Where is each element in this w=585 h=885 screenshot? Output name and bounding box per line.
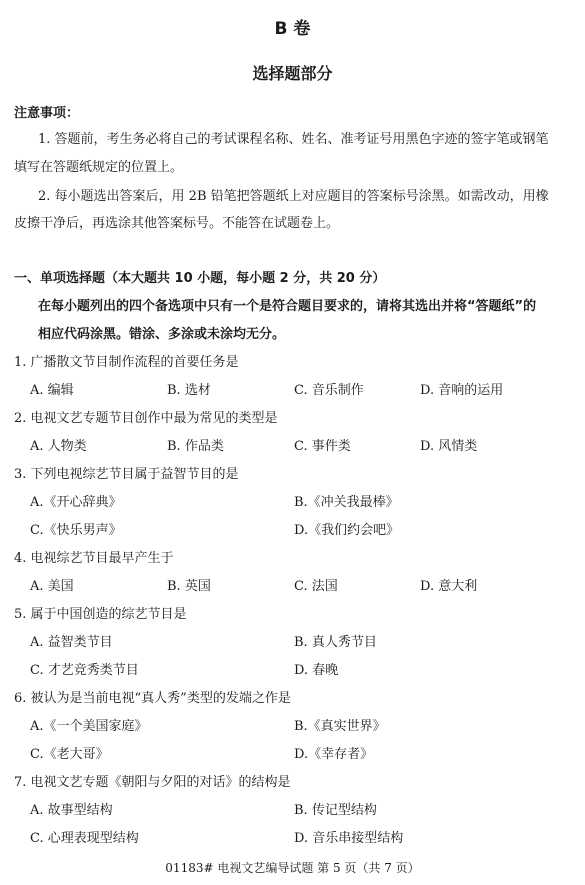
notice-heading: 注意事项：	[14, 106, 80, 121]
question-1-option-c: C. 音乐制作	[294, 383, 364, 398]
question-6-option-c: C.《老大哥》	[30, 747, 109, 762]
question-2-option-a: A. 人物类	[30, 439, 87, 454]
question-2-option-c: C. 事件类	[294, 439, 351, 454]
question-3-option-c: C.《快乐男声》	[30, 523, 122, 538]
notice-item-1-line-2: 填写在答题纸规定的位置上。	[14, 160, 184, 175]
volume-title: B 卷	[274, 19, 311, 39]
question-1-option-b: B. 选材	[167, 383, 211, 398]
question-7-option-d: D. 音乐串接型结构	[294, 831, 404, 846]
question-6-option-d: D.《幸存者》	[294, 747, 374, 762]
question-2-option-d: D. 风情类	[420, 439, 478, 454]
question-4-option-b: B. 英国	[167, 579, 211, 594]
question-4-option-c: C. 法国	[294, 579, 338, 594]
question-7-stem: 7. 电视文艺专题《朝阳与夕阳的对话》的结构是	[14, 775, 291, 790]
part1-heading: 一、单项选择题（本大题共 10 小题，每小题 2 分，共 20 分）	[14, 271, 386, 286]
question-4-stem: 4. 电视综艺节目最早产生于	[14, 551, 174, 566]
question-3-option-b: B.《冲关我最棒》	[294, 495, 399, 510]
question-5-stem: 5. 属于中国创造的综艺节目是	[14, 607, 187, 622]
question-3-stem: 3. 下列电视综艺节目属于益智节目的是	[14, 467, 239, 482]
question-6-option-a: A.《一个美国家庭》	[30, 719, 148, 734]
question-7-option-c: C. 心理表现型结构	[30, 831, 139, 846]
part1-instruction-line-1: 在每小题列出的四个备选项中只有一个是符合题目要求的，请将其选出并将“答题纸”的	[38, 299, 537, 314]
notice-item-1-line-1: 1. 答题前，考生务必将自己的考试课程名称、姓名、准考证号用黑色字迹的签字笔或钢笔	[38, 132, 549, 147]
part1-instruction-line-2: 相应代码涂黑。错涂、多涂或未涂均无分。	[38, 327, 286, 342]
question-5-option-b: B. 真人秀节目	[294, 635, 377, 650]
question-5-option-d: D. 春晚	[294, 663, 339, 678]
question-4-option-a: A. 美国	[30, 579, 74, 594]
question-5-option-a: A. 益智类节目	[30, 635, 113, 650]
page-footer: 01183# 电视文艺编导试题 第 5 页（共 7 页）	[165, 861, 420, 875]
question-2-stem: 2. 电视文艺专题节目创作中最为常见的类型是	[14, 411, 278, 426]
question-2-option-b: B. 作品类	[167, 439, 224, 454]
question-1-option-a: A. 编辑	[30, 383, 74, 398]
question-1-option-d: D. 音响的运用	[420, 383, 504, 398]
question-7-option-b: B. 传记型结构	[294, 803, 377, 818]
question-6-option-b: B.《真实世界》	[294, 719, 386, 734]
question-3-option-d: D.《我们约会吧》	[294, 523, 400, 538]
question-1-stem: 1. 广播散文节目制作流程的首要任务是	[14, 355, 239, 370]
question-5-option-c: C. 才艺竞秀类节目	[30, 663, 139, 678]
section-title: 选择题部分	[252, 64, 333, 83]
notice-item-2-line-2: 皮擦干净后，再选涂其他答案标号。不能答在试题卷上。	[14, 216, 340, 231]
notice-item-2-line-1: 2. 每小题选出答案后，用 2B 铅笔把答题纸上对应题目的答案标号涂黑。如需改动，用橡	[38, 189, 549, 204]
question-7-option-a: A. 故事型结构	[30, 803, 113, 818]
question-4-option-d: D. 意大利	[420, 579, 478, 594]
question-6-stem: 6. 被认为是当前电视“真人秀”类型的发端之作是	[14, 691, 291, 706]
question-3-option-a: A.《开心辞典》	[30, 495, 122, 510]
